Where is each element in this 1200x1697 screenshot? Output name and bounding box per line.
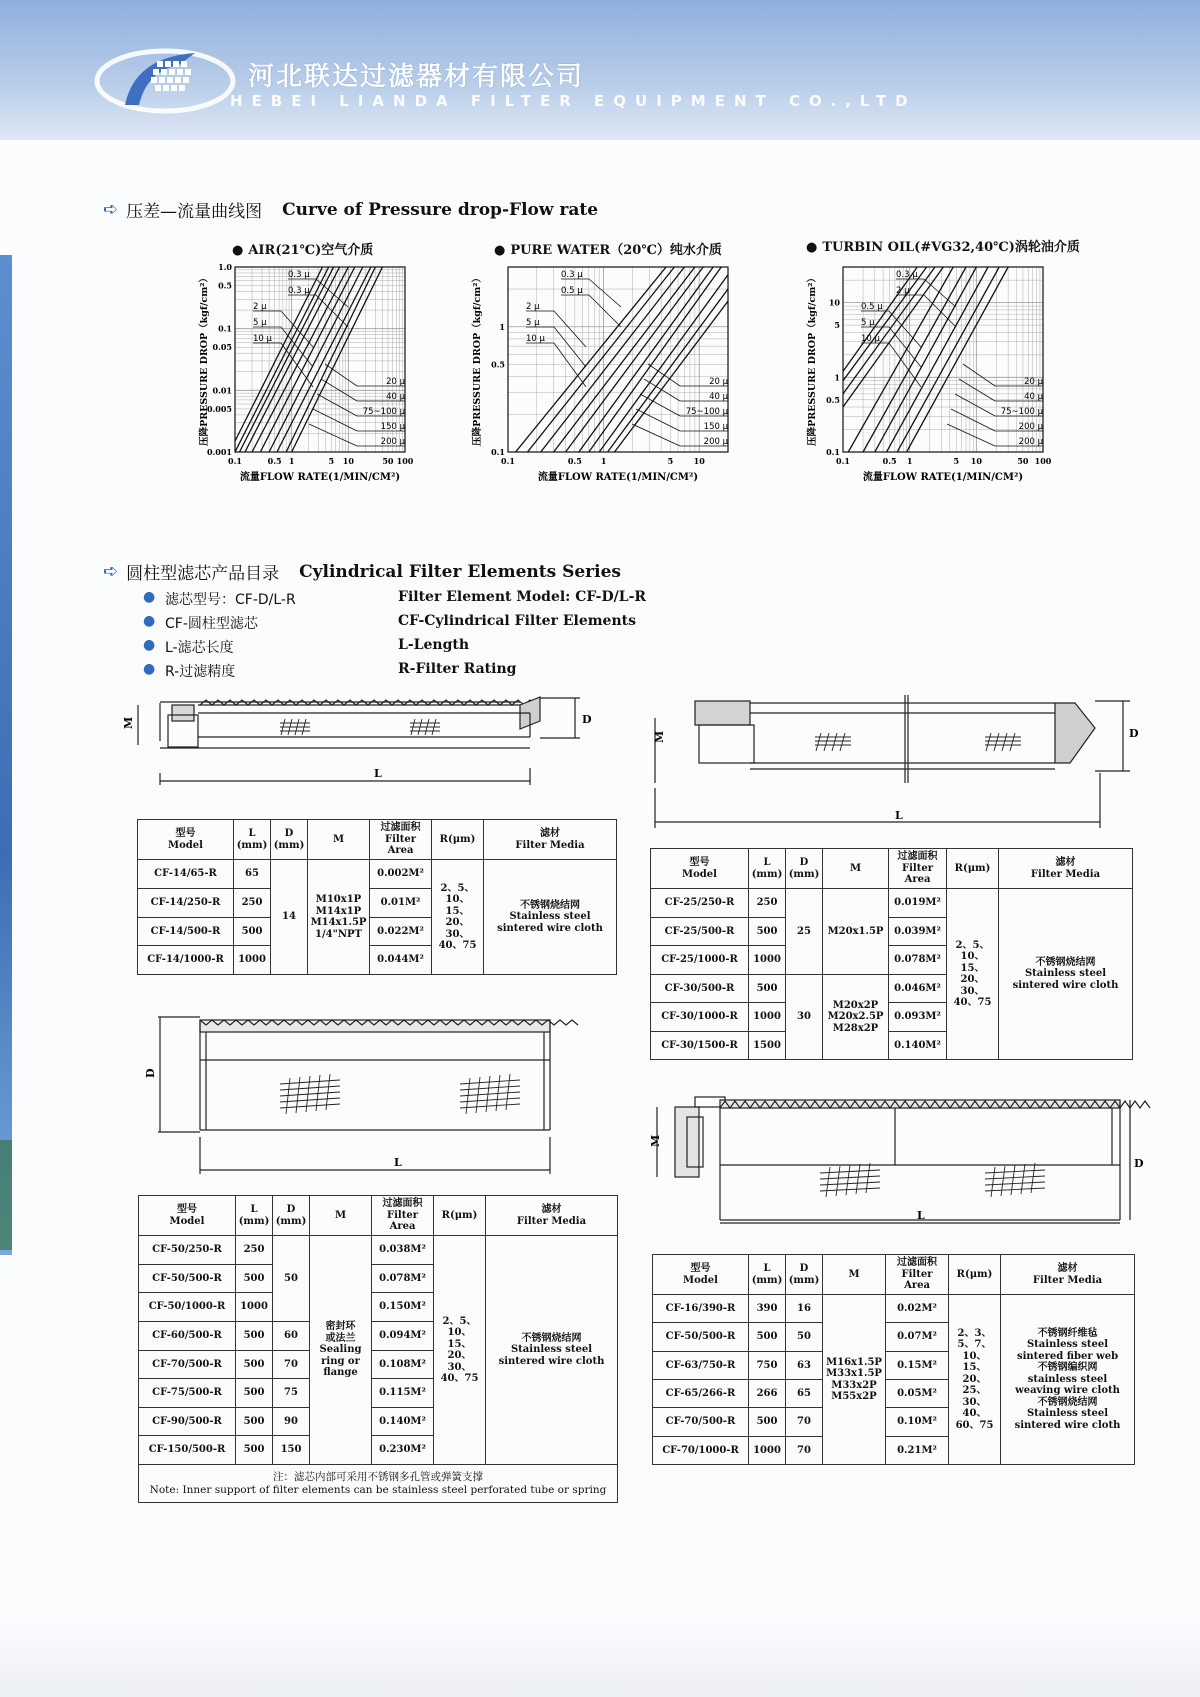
cell-l: 1000 (749, 1436, 786, 1464)
header-banner (0, 0, 1200, 140)
section-title-en: Curve of Pressure drop-Flow rate (282, 199, 599, 220)
col-header-r: R(μm) (432, 820, 484, 860)
col-header-model: 型号 Model (139, 1196, 236, 1236)
cell-model: CF-60/500-R (139, 1321, 236, 1350)
legend-row (143, 613, 636, 633)
cell-r: 2、3、 5、7、 10、15、 20、25、 30、40、 60、75 (949, 1295, 1001, 1465)
cell-model: CF-14/250-R (138, 888, 234, 917)
filter-drawing-type4 (649, 1095, 1145, 1230)
series-line (579, 267, 713, 452)
label-leader (589, 295, 621, 327)
cell-model: CF-30/1000-R (651, 1003, 749, 1032)
bullet-icon: ● (143, 637, 156, 653)
cell-model: CF-25/500-R (651, 917, 749, 946)
x-tick-label: 0.1 (836, 456, 850, 466)
y-tick-label: 0.5 (218, 280, 232, 291)
cell-l: 1000 (236, 1293, 273, 1322)
cell-d: 14 (271, 860, 308, 975)
legend-en: L-Length (398, 637, 470, 653)
series-label-left: 2 μ (896, 286, 910, 296)
col-header-area: 过滤面积 Filter Area (372, 1196, 434, 1236)
cell-l: 500 (236, 1436, 273, 1465)
left-decorative-photo-strip (0, 1140, 12, 1250)
filter-drawing-type2 (655, 693, 1145, 831)
col-header-r: R(μm) (949, 1255, 1001, 1295)
x-tick-label: 5 (667, 456, 674, 466)
series-line (528, 267, 675, 452)
cell-l: 500 (236, 1407, 273, 1436)
cell-d: 70 (786, 1436, 823, 1464)
table-row (138, 860, 617, 889)
cell-d: 65 (786, 1379, 823, 1407)
series-line (239, 267, 333, 452)
series-label-right: 40 μ (1024, 392, 1043, 402)
col-header-media: 滤材 Filter Media (999, 849, 1133, 889)
series-label-right: 200 μ (1018, 437, 1043, 447)
cell-media: 不锈钢烧结网 Stainless steel sintered wire cloth (484, 860, 617, 975)
cell-l: 250 (749, 889, 786, 918)
cell-area: 0.108M² (372, 1350, 434, 1379)
section-title-cylindrical (103, 559, 621, 584)
y-tick-label: 1.0 (218, 262, 232, 272)
cell-l: 250 (236, 1236, 273, 1265)
dim-label-m: M (649, 1134, 662, 1147)
col-header-media: 滤材 Filter Media (484, 820, 617, 860)
series-label-left: 0.5 μ (561, 286, 583, 296)
cell-area: 0.140M² (372, 1407, 434, 1436)
cell-d: 50 (273, 1236, 310, 1322)
y-axis-label: 压降PRESSURE DROP（kgf/cm²） (199, 273, 210, 446)
x-tick-label: 50 (1017, 456, 1029, 466)
dim-label-l: L (374, 767, 382, 780)
dim-label-m: M (122, 716, 135, 729)
series-label-left: 0.3 μ (896, 270, 918, 280)
col-header-area: 过滤面积 Filter Area (886, 1255, 949, 1295)
table-note: 注：滤芯内部可采用不锈钢多孔管或弹簧支撑 Note: Inner support of filter elements can be stainless steel perforated tube or spring (139, 1465, 618, 1503)
cell-d: 25 (786, 889, 823, 975)
col-header-l: L (mm) (234, 820, 271, 860)
cell-model: CF-16/390-R (653, 1295, 749, 1323)
x-tick-label: 10 (342, 456, 354, 466)
col-header-media: 滤材 Filter Media (1001, 1255, 1135, 1295)
cell-area: 0.15M² (886, 1351, 949, 1379)
series-label-right: 20 μ (1024, 377, 1043, 387)
series-label-left: 10 μ (253, 334, 272, 344)
spec-table-2 (650, 848, 1133, 1060)
y-tick-label: 0.1 (826, 447, 840, 457)
table-row (651, 889, 1133, 918)
cell-area: 0.140M² (889, 1031, 947, 1060)
cell-area: 0.002M² (370, 860, 432, 889)
cell-area: 0.05M² (886, 1379, 949, 1407)
cell-model: CF-70/500-R (139, 1350, 236, 1379)
cell-l: 500 (236, 1379, 273, 1408)
cell-l: 500 (236, 1264, 273, 1293)
cell-d: 30 (786, 974, 823, 1060)
label-leader (963, 364, 995, 386)
spec-table-3 (138, 1195, 618, 1503)
y-tick-label: 0.5 (491, 359, 505, 370)
series-label-right: 20 μ (709, 377, 728, 387)
cell-area: 0.07M² (886, 1323, 949, 1351)
series-label-right: 75~100 μ (362, 407, 405, 417)
company-name-cn: 河北联达过滤器材有限公司 (248, 62, 585, 92)
col-header-media: 滤材 Filter Media (486, 1196, 618, 1236)
col-header-d: D (mm) (786, 1255, 823, 1295)
section-title-cn: 压差—流量曲线图 (126, 202, 263, 222)
label-leader (554, 327, 586, 367)
label-leader (589, 279, 621, 307)
chart-oil (798, 255, 1093, 525)
legend-en: R-Filter Rating (398, 661, 517, 677)
x-tick-label: 10 (970, 456, 982, 466)
x-tick-label: 1 (906, 456, 913, 466)
x-tick-label: 0.1 (501, 456, 515, 466)
cell-m: M20x2P M20x2.5P M28x2P (823, 974, 889, 1060)
cell-d: 75 (273, 1379, 310, 1408)
y-axis-label: 压降PRESSURE DROP（kgf/cm²） (472, 273, 483, 446)
cell-area: 0.094M² (372, 1321, 434, 1350)
x-axis-label: 流量FLOW RATE(1/MIN/CM²) (862, 472, 1024, 483)
bullet-icon: ● (806, 240, 818, 255)
col-header-model: 型号 Model (138, 820, 234, 860)
cell-model: CF-50/500-R (139, 1264, 236, 1293)
dim-label-l: L (895, 809, 903, 822)
col-header-area: 过滤面积 Filter Area (370, 820, 432, 860)
cell-m: 密封环 或法兰 Sealing ring or flange (310, 1236, 372, 1465)
cell-model: CF-30/1500-R (651, 1031, 749, 1060)
x-tick-label: 100 (1034, 456, 1052, 466)
cell-l: 500 (749, 1408, 786, 1436)
legend-cn: L-滤芯长度 (165, 640, 234, 656)
chart-title-text: TURBIN OIL(#VG32,40℃)涡轮油介质 (822, 240, 1080, 255)
x-tick-label: 50 (382, 456, 394, 466)
col-header-d: D (mm) (273, 1196, 310, 1236)
series-label-left: 2 μ (253, 302, 267, 312)
x-tick-label: 10 (693, 456, 705, 466)
cell-l: 65 (234, 860, 271, 889)
dim-label-d: D (1134, 1157, 1144, 1170)
page-bottom-shadow (0, 1620, 1200, 1697)
cell-l: 500 (749, 917, 786, 946)
col-header-d: D (mm) (271, 820, 308, 860)
y-tick-label: 0.01 (212, 385, 232, 396)
series-line (516, 267, 666, 452)
label-leader (554, 311, 586, 347)
bullet-icon: ● (143, 613, 156, 629)
y-tick-label: 1 (834, 372, 840, 383)
cell-d: 16 (786, 1295, 823, 1323)
x-axis-label: 流量FLOW RATE(1/MIN/CM²) (239, 472, 401, 483)
cell-model: CF-150/500-R (139, 1436, 236, 1465)
cell-d: 150 (273, 1436, 310, 1465)
cell-model: CF-65/266-R (653, 1379, 749, 1407)
cell-model: CF-90/500-R (139, 1407, 236, 1436)
x-tick-label: 5 (328, 456, 335, 466)
series-label-right: 75~100 μ (1000, 407, 1043, 417)
chart-title-oil (806, 236, 1080, 255)
cell-model: CF-50/250-R (139, 1236, 236, 1265)
arrow-icon: ➪ (103, 199, 119, 220)
spec-table-1 (137, 819, 617, 975)
cell-area: 0.046M² (889, 974, 947, 1003)
cell-l: 266 (749, 1379, 786, 1407)
y-axis-label: 压降PRESSURE DROP（kgf/cm²） (807, 273, 818, 446)
cell-l: 500 (749, 974, 786, 1003)
cell-l: 1000 (234, 946, 271, 975)
series-line (843, 267, 927, 381)
series-group (516, 267, 728, 452)
col-header-r: R(μm) (434, 1196, 486, 1236)
cell-d: 90 (273, 1407, 310, 1436)
cell-area: 0.115M² (372, 1379, 434, 1408)
cell-model: CF-14/500-R (138, 917, 234, 946)
x-tick-label: 0.5 (267, 456, 282, 466)
chart-title-text: PURE WATER（20℃）纯水介质 (510, 243, 722, 258)
filter-drawing-type1 (122, 693, 630, 793)
col-header-l: L (mm) (236, 1196, 273, 1236)
cell-l: 1000 (749, 946, 786, 975)
series-label-left: 0.5 μ (861, 302, 883, 312)
x-tick-label: 0.5 (882, 456, 897, 466)
dim-label-l: L (917, 1209, 925, 1222)
section-title-en: Cylindrical Filter Elements Series (299, 561, 621, 582)
legend-row (143, 589, 646, 609)
cell-l: 500 (236, 1321, 273, 1350)
x-tick-label: 1 (600, 456, 607, 466)
col-header-r: R(μm) (947, 849, 999, 889)
section-title-pressure-flow (103, 197, 598, 222)
dim-label-m: M (653, 730, 666, 743)
cell-area: 0.078M² (889, 946, 947, 975)
legend-en: Filter Element Model: CF-D/L-R (398, 589, 647, 605)
col-header-m: M (823, 849, 889, 889)
label-leader (889, 343, 921, 387)
cell-media: 不锈钢纤维毡 Stainless steel sintered fiber web 不锈钢编织网 stainless steel weaving wire cloth 不锈钢烧结网 Stainless steel sintered wire cloth (1001, 1295, 1135, 1465)
bullet-icon: ● (494, 243, 506, 258)
left-decorative-stripe (0, 255, 12, 1255)
series-label-right: 150 μ (703, 422, 728, 432)
series-label-left: 10 μ (526, 334, 545, 344)
cell-model: CF-25/250-R (651, 889, 749, 918)
series-label-right: 40 μ (709, 392, 728, 402)
legend-en: CF-Cylindrical Filter Elements (398, 613, 636, 629)
dim-label-d: D (582, 713, 592, 726)
cell-m: M10x1P M14x1P M14x1.5P 1/4"NPT (308, 860, 370, 975)
legend-row (143, 637, 469, 657)
cell-model: CF-63/750-R (653, 1351, 749, 1379)
cell-area: 0.21M² (886, 1436, 949, 1464)
y-tick-label: 0.05 (212, 342, 232, 353)
plot-frame (843, 267, 1043, 452)
col-header-m: M (310, 1196, 372, 1236)
y-tick-label: 0.5 (826, 394, 840, 405)
table-row (653, 1295, 1135, 1323)
y-tick-label: 10 (828, 297, 840, 308)
cell-d: 70 (273, 1350, 310, 1379)
cell-model: CF-25/1000-R (651, 946, 749, 975)
cell-l: 500 (234, 917, 271, 946)
series-label-left: 0.3 μ (561, 270, 583, 280)
y-tick-label: 5 (834, 320, 840, 331)
cell-model: CF-75/500-R (139, 1379, 236, 1408)
cell-l: 250 (234, 888, 271, 917)
chart-air (175, 255, 450, 525)
col-header-m: M (823, 1255, 886, 1295)
table-row (139, 1236, 618, 1265)
cell-d: 63 (786, 1351, 823, 1379)
arrow-icon: ➪ (103, 561, 119, 582)
label-leader (648, 364, 680, 386)
dim-label-l: L (394, 1156, 402, 1169)
cell-model: CF-14/65-R (138, 860, 234, 889)
cell-model: CF-50/1000-R (139, 1293, 236, 1322)
x-tick-label: 100 (396, 456, 414, 466)
series-label-right: 150 μ (380, 422, 405, 432)
cell-model: CF-50/500-R (653, 1323, 749, 1351)
series-line (875, 267, 977, 452)
y-tick-label: 0.1 (218, 323, 232, 334)
col-header-d: D (mm) (786, 849, 823, 889)
cell-area: 0.044M² (370, 946, 432, 975)
cell-d: 60 (273, 1321, 310, 1350)
series-label-left: 5 μ (253, 318, 267, 328)
cell-l: 1000 (749, 1003, 786, 1032)
legend-cn: R-过滤精度 (165, 664, 236, 680)
cell-area: 0.230M² (372, 1436, 434, 1465)
company-name-en: HEBEI LIANDA FILTER EQUIPMENT CO.,LTD (230, 92, 917, 110)
series-line (843, 267, 943, 407)
cell-media: 不锈钢烧结网 Stainless steel sintered wire cloth (486, 1236, 618, 1465)
section-title-cn: 圆柱型滤芯产品目录 (126, 564, 280, 584)
cell-m: M20x1.5P (823, 889, 889, 975)
series-line (843, 267, 935, 394)
bullet-icon: ● (143, 589, 156, 605)
dim-label-d: D (1129, 727, 1139, 740)
label-leader (316, 295, 348, 327)
cell-r: 2、5、 10、15、 20、30、 40、75 (432, 860, 484, 975)
company-logo-icon (95, 45, 235, 117)
col-header-model: 型号 Model (653, 1255, 749, 1295)
series-label-right: 200 μ (703, 437, 728, 447)
chart-title-text: AIR(21℃)空气介质 (248, 243, 374, 258)
legend-cn: CF-圆柱型滤芯 (165, 616, 258, 632)
series-label-left: 10 μ (861, 334, 880, 344)
table-note-row (139, 1465, 618, 1503)
x-tick-label: 0.1 (228, 456, 242, 466)
cell-r: 2、5、 10、15、 20、30、 40、75 (434, 1236, 486, 1465)
series-label-left: 0.3 μ (288, 286, 310, 296)
filter-drawing-type3 (140, 1012, 610, 1184)
cell-d: 50 (786, 1323, 823, 1351)
cell-area: 0.039M² (889, 917, 947, 946)
bullet-icon: ● (143, 661, 156, 677)
y-tick-label: 0.001 (206, 447, 232, 457)
legend-row (143, 661, 516, 681)
cell-l: 1500 (749, 1031, 786, 1060)
series-label-left: 0.3 μ (288, 270, 310, 280)
cell-r: 2、5、 10、15、 20、30、 40、75 (947, 889, 999, 1060)
series-label-right: 40 μ (386, 392, 405, 402)
series-label-left: 5 μ (526, 318, 540, 328)
cell-l: 500 (236, 1350, 273, 1379)
series-label-right: 75~100 μ (685, 407, 728, 417)
bullet-icon: ● (232, 243, 244, 258)
cell-l: 390 (749, 1295, 786, 1323)
series-label-right: 20 μ (386, 377, 405, 387)
col-header-area: 过滤面积 Filter Area (889, 849, 947, 889)
cell-area: 0.093M² (889, 1003, 947, 1032)
col-header-l: L (mm) (749, 1255, 786, 1295)
cell-area: 0.038M² (372, 1236, 434, 1265)
cell-m: M16x1.5P M33x1.5P M33x2P M55x2P (823, 1295, 886, 1465)
cell-l: 750 (749, 1351, 786, 1379)
cell-area: 0.10M² (886, 1408, 949, 1436)
series-label-left: 2 μ (526, 302, 540, 312)
y-tick-label: 0.005 (206, 403, 232, 414)
y-tick-label: 0.1 (491, 447, 505, 457)
legend-cn: 滤芯型号：CF-D/L-R (165, 592, 296, 608)
chart-water (468, 255, 773, 525)
cell-media: 不锈钢烧结网 Stainless steel sintered wire cloth (999, 889, 1133, 1060)
cell-model: CF-30/500-R (651, 974, 749, 1003)
cell-area: 0.022M² (370, 917, 432, 946)
cell-model: CF-14/1000-R (138, 946, 234, 975)
col-header-l: L (mm) (749, 849, 786, 889)
cell-area: 0.019M² (889, 889, 947, 918)
x-tick-label: 1 (288, 456, 295, 466)
series-label-right: 200 μ (380, 437, 405, 447)
series-label-left: 5 μ (861, 318, 875, 328)
x-tick-label: 5 (953, 456, 960, 466)
cell-area: 0.150M² (372, 1293, 434, 1322)
x-tick-label: 0.5 (567, 456, 582, 466)
label-leader (554, 343, 586, 387)
col-header-m: M (308, 820, 370, 860)
col-header-model: 型号 Model (651, 849, 749, 889)
x-axis-label: 流量FLOW RATE(1/MIN/CM²) (537, 472, 699, 483)
series-line (589, 267, 721, 452)
cell-model: CF-70/500-R (653, 1408, 749, 1436)
cell-area: 0.078M² (372, 1264, 434, 1293)
series-label-right: 200 μ (1018, 422, 1043, 432)
cell-l: 500 (749, 1323, 786, 1351)
cell-area: 0.02M² (886, 1295, 949, 1323)
spec-table-4 (652, 1254, 1135, 1465)
y-tick-label: 1 (499, 321, 505, 332)
cell-area: 0.01M² (370, 888, 432, 917)
cell-d: 70 (786, 1408, 823, 1436)
series-group (843, 267, 1008, 452)
cell-model: CF-70/1000-R (653, 1436, 749, 1464)
dim-label-d: D (144, 1068, 157, 1078)
